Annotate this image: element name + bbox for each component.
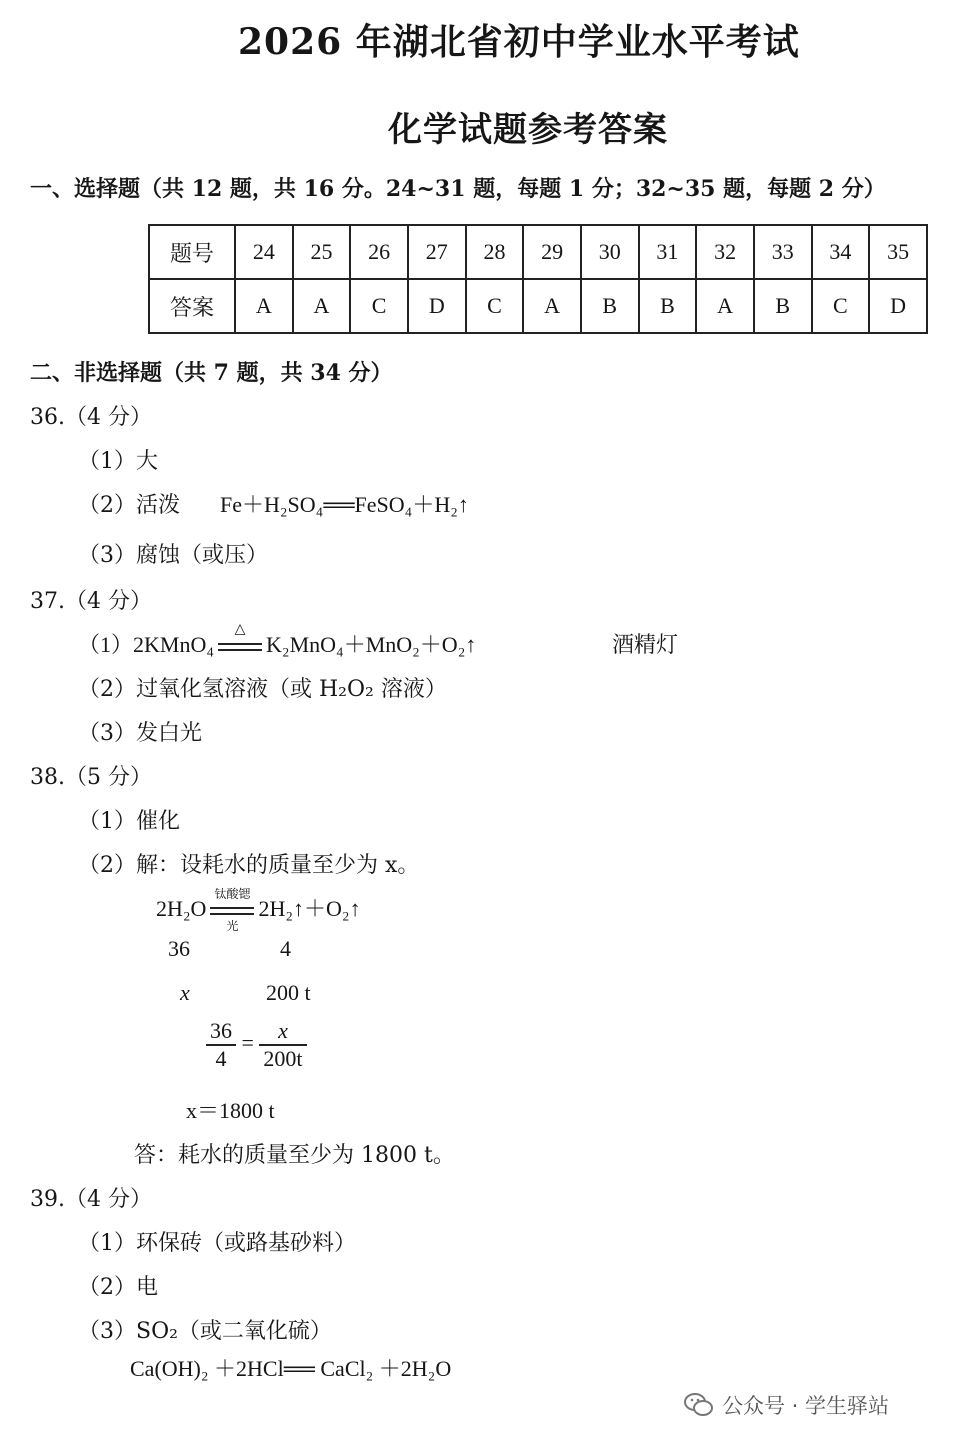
- question-number: 33: [754, 225, 812, 279]
- watermark-text: 公众号 · 学生驿站: [722, 1394, 890, 1418]
- wechat-icon: [684, 1392, 714, 1418]
- question-number: 25: [293, 225, 351, 279]
- q37-answer-3: （3）发白光: [78, 721, 202, 746]
- table-row-questions: [149, 225, 927, 279]
- q38-equation: [156, 886, 361, 933]
- page-title: 2026 年湖北省初中学业水平考试: [238, 21, 800, 63]
- question-number: 28: [466, 225, 524, 279]
- question-number: 29: [523, 225, 581, 279]
- catalyst-condition: 钛酸锶: [214, 886, 251, 901]
- q39-answer-3: （3）SO₂（或二氧化硫）: [78, 1319, 332, 1344]
- table-row-answers: [149, 279, 927, 333]
- q37-heading: 37.（4 分）: [30, 589, 152, 614]
- q36-equation: Fe＋H₂SO₄══FeSO₄＋H₂↑: [220, 492, 469, 517]
- q38-final-answer: 答：耗水的质量至少为 1800 t。: [134, 1143, 455, 1168]
- question-number: 24: [235, 225, 293, 279]
- answer-cell: A: [235, 279, 293, 333]
- ratio-hydrogen: 4: [280, 936, 291, 961]
- q38-answer-2: （2）解：设耗水的质量至少为 x。: [78, 853, 420, 878]
- answer-cell: A: [523, 279, 581, 333]
- question-number: 27: [408, 225, 466, 279]
- watermark: [684, 1390, 889, 1420]
- fraction-right: $\frac{x}{200t}$: [259, 1018, 306, 1072]
- q37-eq-lhs: （1）2KMnO₄: [78, 632, 215, 657]
- ratio-water: 36: [168, 936, 190, 961]
- question-number: 35: [869, 225, 927, 279]
- answer-table: [148, 224, 928, 334]
- answer-cell: B: [754, 279, 812, 333]
- answer-cell: C: [466, 279, 524, 333]
- mass-water: x: [180, 980, 190, 1005]
- answer-cell: B: [581, 279, 639, 333]
- answer-cell: B: [639, 279, 697, 333]
- heat-condition: △: [234, 621, 246, 637]
- heating-arrow-icon: [218, 621, 262, 657]
- page-subtitle: 化学试题参考答案: [388, 110, 668, 150]
- answer-cell: A: [696, 279, 754, 333]
- q37-answer-2: （2）过氧化氢溶液（或 H₂O₂ 溶液）: [78, 677, 447, 702]
- q39-heading: 39.（4 分）: [30, 1187, 152, 1212]
- fraction-left: $\frac{36}{4}$: [206, 1018, 236, 1072]
- q37-equation: [78, 621, 477, 659]
- q36-answer-2-label: （2）活泼: [78, 493, 180, 518]
- answer-cell: C: [350, 279, 408, 333]
- answer-cell: D: [408, 279, 466, 333]
- catalyst-arrow-icon: [210, 886, 254, 933]
- question-number: 30: [581, 225, 639, 279]
- light-condition: 光: [226, 918, 239, 933]
- question-number: 31: [639, 225, 697, 279]
- q36-answer-3: （3）腐蚀（或压）: [78, 543, 268, 568]
- q39-answer-2: （2）电: [78, 1275, 158, 1300]
- mass-hydrogen: 200 t: [266, 980, 311, 1005]
- q38-eq-rhs: 2H₂↑＋O₂↑: [258, 896, 361, 921]
- question-number: 26: [350, 225, 408, 279]
- answer-cell: C: [812, 279, 870, 333]
- q37-eq-rhs: K₂MnO₄＋MnO₂＋O₂↑: [266, 632, 477, 657]
- question-number: 32: [696, 225, 754, 279]
- q37-alcohol-lamp: 酒精灯: [612, 633, 679, 658]
- question-number: 34: [812, 225, 870, 279]
- q36-heading: 36.（4 分）: [30, 405, 152, 430]
- row-label-questions: 题号: [149, 225, 235, 279]
- answer-cell: D: [869, 279, 927, 333]
- q39-answer-1: （1）环保砖（或路基砂料）: [78, 1231, 356, 1256]
- q38-heading: 38.（5 分）: [30, 765, 152, 790]
- q36-answer-1: （1）大: [78, 449, 158, 474]
- q38-eq-lhs: 2H₂O: [156, 896, 207, 921]
- equals-sign: =: [241, 1030, 254, 1056]
- answer-cell: A: [293, 279, 351, 333]
- q38-answer-1: （1）催化: [78, 809, 180, 834]
- q39-equation: Ca(OH)₂ ＋2HCl══ CaCl₂ ＋2H₂O: [130, 1356, 452, 1381]
- row-label-answers: 答案: [149, 279, 235, 333]
- section-nonchoice-heading: 二、非选择题（共 7 题，共 34 分）: [30, 360, 393, 386]
- proportion-equation: [206, 1018, 307, 1072]
- section-choice-heading: 一、选择题（共 12 题，共 16 分。24~31 题，每题 1 分；32~35 题，每题 2 分）: [30, 176, 886, 202]
- q38-result: x＝1800 t: [186, 1098, 275, 1123]
